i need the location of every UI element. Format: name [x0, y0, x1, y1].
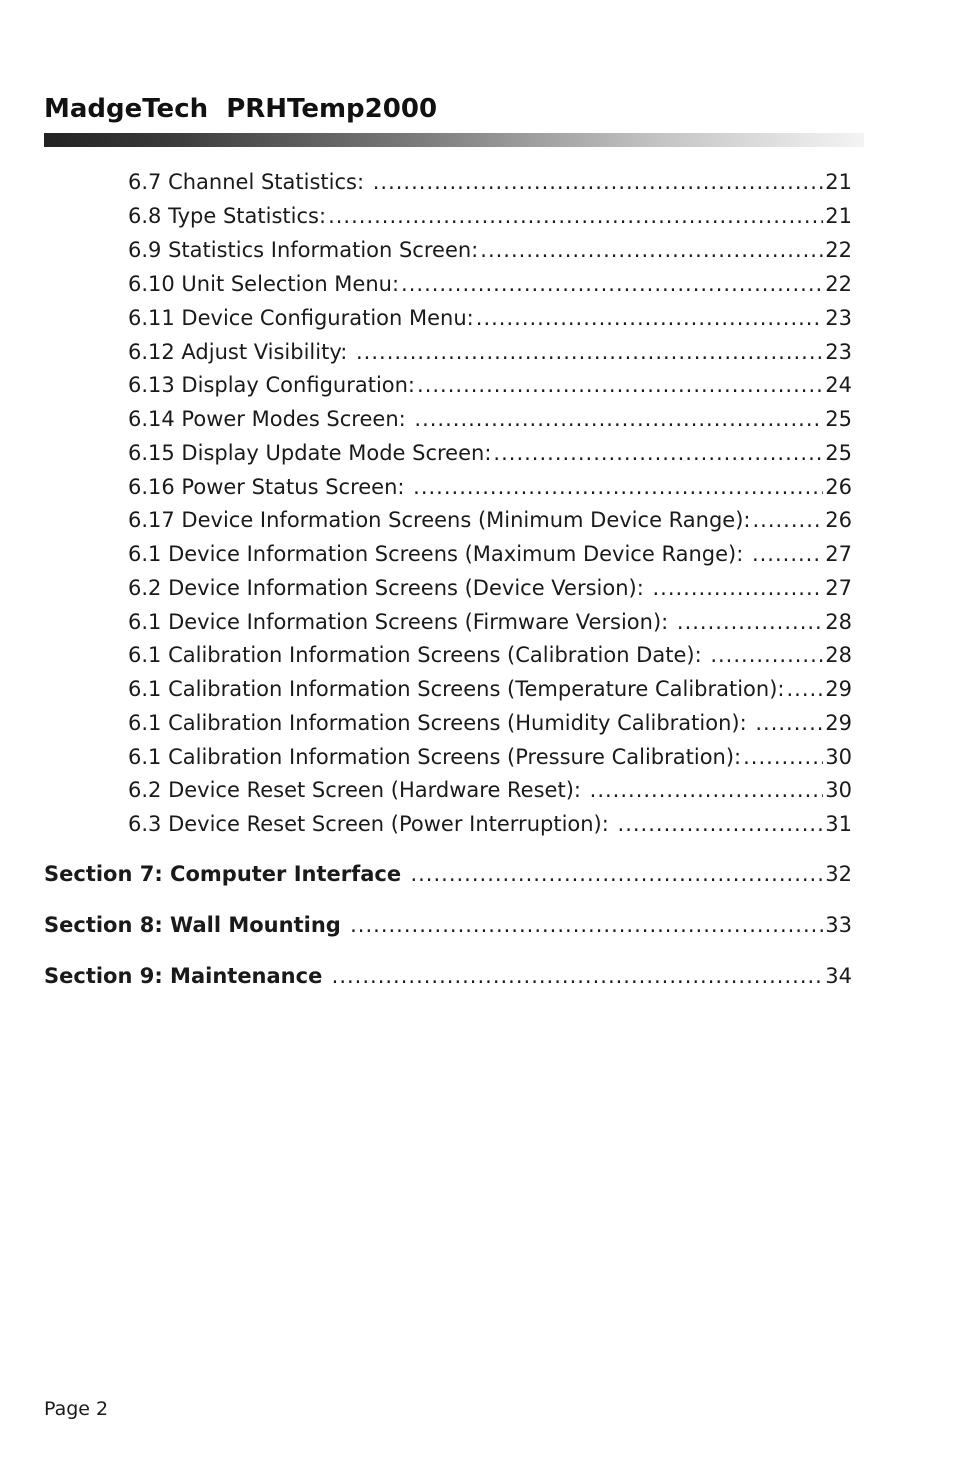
toc-entry-page: 28: [825, 610, 852, 634]
toc-entry[interactable]: [128, 437, 852, 469]
dot-leader: [417, 369, 823, 401]
dot-leader: [356, 336, 823, 368]
dot-leader: [677, 606, 823, 638]
toc-entry-label: 6.11 Device Configuration Menu:: [128, 306, 474, 330]
toc-entry-page: 30: [825, 778, 852, 802]
toc-entry-page: 31: [825, 812, 852, 836]
dot-leader: [401, 268, 823, 300]
toc-entry-page: 29: [825, 677, 852, 701]
toc-entry-label: 6.1 Device Information Screens (Maximum Device Range):: [128, 542, 750, 566]
toc-entry-label: 6.17 Device Information Screens (Minimum Device Range):: [128, 508, 751, 532]
toc-entry[interactable]: [128, 538, 852, 570]
toc-entry-page: 23: [825, 340, 852, 364]
dot-leader: [752, 538, 823, 570]
dot-leader: [328, 200, 823, 232]
toc-entry-label: 6.10 Unit Selection Menu:: [128, 272, 400, 296]
toc-entry-page: 22: [825, 238, 852, 262]
toc-entry-label: 6.16 Power Status Screen:: [128, 475, 412, 499]
dot-leader: [743, 741, 823, 773]
dot-leader: [755, 707, 823, 739]
toc-entry-label: 6.2 Device Information Screens (Device Version):: [128, 576, 651, 600]
dot-leader: [710, 639, 823, 671]
toc-entry-page: 28: [825, 643, 852, 667]
toc-entry-label: 6.1 Calibration Information Screens (Calibration Date):: [128, 643, 709, 667]
dot-leader: [350, 909, 823, 941]
toc-section-entry[interactable]: [44, 960, 852, 992]
toc-entry-page: 23: [825, 306, 852, 330]
toc-entry-page: 26: [825, 475, 852, 499]
toc-entry[interactable]: [128, 673, 852, 705]
toc-entry-page: 25: [825, 441, 852, 465]
toc-entry-page: 26: [825, 508, 852, 532]
toc-entry[interactable]: [128, 808, 852, 840]
toc-entry[interactable]: [128, 741, 852, 773]
page-number: Page 2: [44, 1398, 109, 1420]
toc-section-entry[interactable]: [44, 858, 852, 890]
toc-entry[interactable]: [128, 504, 852, 536]
toc-entry-label: 6.7 Channel Statistics:: [128, 170, 371, 194]
toc-entry-label: 6.1 Device Information Screens (Firmware Version):: [128, 610, 675, 634]
toc-entry-label: 6.13 Display Configuration:: [128, 373, 416, 397]
toc-entry[interactable]: [128, 403, 852, 435]
toc-entry-label: 6.12 Adjust Visibility:: [128, 340, 354, 364]
toc-entry-label: 6.14 Power Modes Screen:: [128, 407, 413, 431]
document-title: MadgeTech PRHTemp2000: [44, 94, 438, 124]
toc-entry-page: 25: [825, 407, 852, 431]
toc-entry-label: 6.2 Device Reset Screen (Hardware Reset):: [128, 778, 588, 802]
toc-entry[interactable]: [128, 200, 852, 232]
dot-leader: [414, 403, 823, 435]
dot-leader: [332, 960, 824, 992]
toc-entry[interactable]: [128, 572, 852, 604]
dot-leader: [476, 302, 824, 334]
toc-entry-page: 27: [825, 576, 852, 600]
toc-entry-label: 6.9 Statistics Information Screen:: [128, 238, 479, 262]
dot-leader: [618, 808, 824, 840]
toc-entry-page: 22: [825, 272, 852, 296]
toc-entry[interactable]: [128, 166, 852, 198]
dot-leader: [652, 572, 823, 604]
toc-section-label: Section 8: Wall Mounting: [44, 913, 349, 937]
toc-entry-page: 24: [825, 373, 852, 397]
toc-entry[interactable]: [128, 774, 852, 806]
toc-entry-label: 6.3 Device Reset Screen (Power Interruption):: [128, 812, 616, 836]
toc-entry-label: 6.15 Display Update Mode Screen:: [128, 441, 492, 465]
dot-leader: [410, 858, 823, 890]
toc-entry-label: 6.1 Calibration Information Screens (Humidity Calibration):: [128, 711, 754, 735]
toc-section-page: 33: [825, 913, 852, 937]
dot-leader: [413, 471, 823, 503]
header-gradient-bar: [44, 133, 864, 147]
toc-section-page: 34: [825, 964, 852, 988]
toc-entry-page: 21: [825, 170, 852, 194]
toc-entry[interactable]: [128, 369, 852, 401]
dot-leader: [480, 234, 823, 266]
toc-entry-label: 6.8 Type Statistics:: [128, 204, 327, 228]
toc-entry-page: 27: [825, 542, 852, 566]
toc-entry-page: 30: [825, 745, 852, 769]
toc-section-label: Section 7: Computer Interface: [44, 862, 409, 886]
toc-entry[interactable]: [128, 639, 852, 671]
dot-leader: [786, 673, 823, 705]
toc-entry[interactable]: [128, 234, 852, 266]
toc-entry-label: 6.1 Calibration Information Screens (Pressure Calibration):: [128, 745, 742, 769]
dot-leader: [493, 437, 823, 469]
toc-entry[interactable]: [128, 336, 852, 368]
toc-entry[interactable]: [128, 268, 852, 300]
toc-entry[interactable]: [128, 302, 852, 334]
toc-entry-page: 21: [825, 204, 852, 228]
toc-section-entry[interactable]: [44, 909, 852, 941]
toc-entry[interactable]: [128, 606, 852, 638]
dot-leader: [373, 166, 824, 198]
toc-entry[interactable]: [128, 471, 852, 503]
toc-entry-page: 29: [825, 711, 852, 735]
toc-entry[interactable]: [128, 707, 852, 739]
toc-section-page: 32: [825, 862, 852, 886]
dot-leader: [590, 774, 824, 806]
toc-section-label: Section 9: Maintenance: [44, 964, 330, 988]
toc-entry-label: 6.1 Calibration Information Screens (Temperature Calibration):: [128, 677, 785, 701]
dot-leader: [752, 504, 823, 536]
